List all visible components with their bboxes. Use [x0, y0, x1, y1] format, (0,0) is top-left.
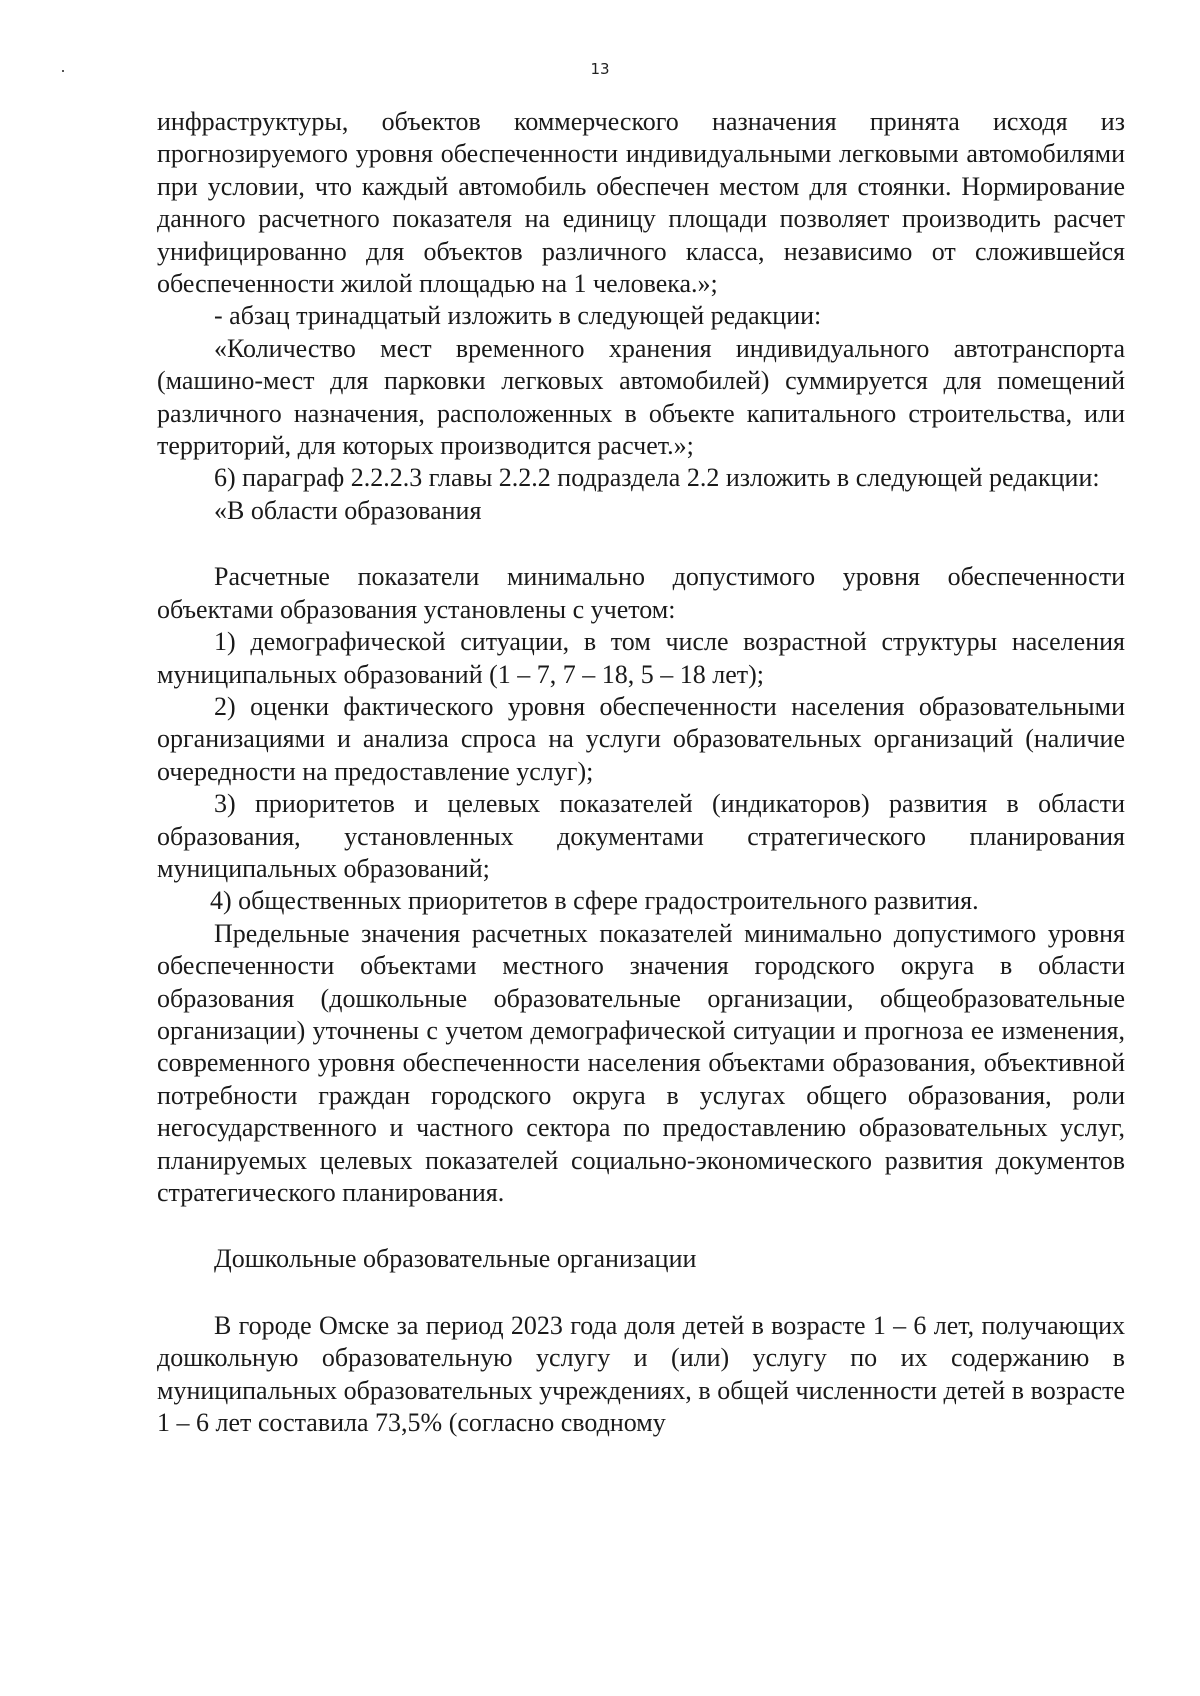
paragraph-item-6: 6) параграф 2.2.2.3 главы 2.2.2 подраздела 2.2 изложить в следующей редакции: [214, 463, 1100, 493]
page-number: 13 [590, 60, 610, 78]
paragraph-quoted-parking: «Количество мест временного хранения индивидуального автотранспорта (машино-мест для парковки легковых автомобилей) суммируется для помещений различного назначения, расположенных в объекте капитального строительства, или территорий, для которых производится расчет.»; [157, 333, 1125, 461]
list-item-1: 1) демографической ситуации, в том числе возрастной структуры населения муниципальных образований (1 – 7, 7 – 18, 5 – 18 лет); [157, 627, 1125, 689]
list-item-2: 2) оценки фактического уровня обеспеченности населения образовательными организациями и анализа спроса на услуги образовательных организаций (наличие очередности на предоставление услуг); [157, 691, 1125, 786]
list-item-4: 4) общественных приоритетов в сфере градостроительного развития. [210, 886, 979, 916]
spacer [157, 1276, 1125, 1310]
paragraph-limit-values: Предельные значения расчетных показателей минимально допустимого уровня обеспеченности объектами местного значения городского округа в области образования (дошкольные образовательные организации, общеобразовательные организации) уточнены с учетом демографической ситуации и прогноза ее изменения, современного уровня обеспеченности населения объектами образования, объективной потребности граждан городского округа в услугах общего образования, роли негосударственного и частного сектора по предоставлению образовательных услуг, планируемых целевых показателей социально-экономического развития документов стратегического планирования. [157, 918, 1125, 1207]
spacer [157, 527, 1125, 561]
paragraph-indicators-intro: Расчетные показатели минимально допустимого уровня обеспеченности объектами образования установлены с учетом: [157, 562, 1125, 624]
document-body [157, 106, 1125, 1439]
paragraph-continuation: инфраструктуры, объектов коммерческого назначения принята исходя из прогнозируемого уровня обеспеченности индивидуальными легковыми автомобилями при условии, что каждый автомобиль обеспечен местом для стоянки. Нормирование данного расчетного показателя на единицу площади позволяет производить расчет унифицированно для объектов различного класса, независимо от сложившейся обеспеченности жилой площадью на 1 человека.»; [157, 107, 1125, 299]
subsection-title-preschool: Дошкольные образовательные организации [214, 1244, 697, 1274]
spacer [157, 1209, 1125, 1243]
list-item-3: 3) приоритетов и целевых показателей (индикаторов) развития в области образования, установленных документами стратегического планирования муниципальных образований; [157, 789, 1125, 883]
section-title-education: «В области образования [214, 495, 482, 525]
paragraph-omsk-statistics: В городе Омске за период 2023 года доля детей в возрасте 1 – 6 лет, получающих дошкольную образовательную услугу и (или) услугу по их содержанию в муниципальных образовательных учреждениях, в общей численности детей в возрасте 1 – 6 лет составила 73,5% (согласно сводному [157, 1310, 1125, 1438]
paragraph-amendment-intro: - абзац тринадцатый изложить в следующей редакции: [214, 301, 822, 331]
